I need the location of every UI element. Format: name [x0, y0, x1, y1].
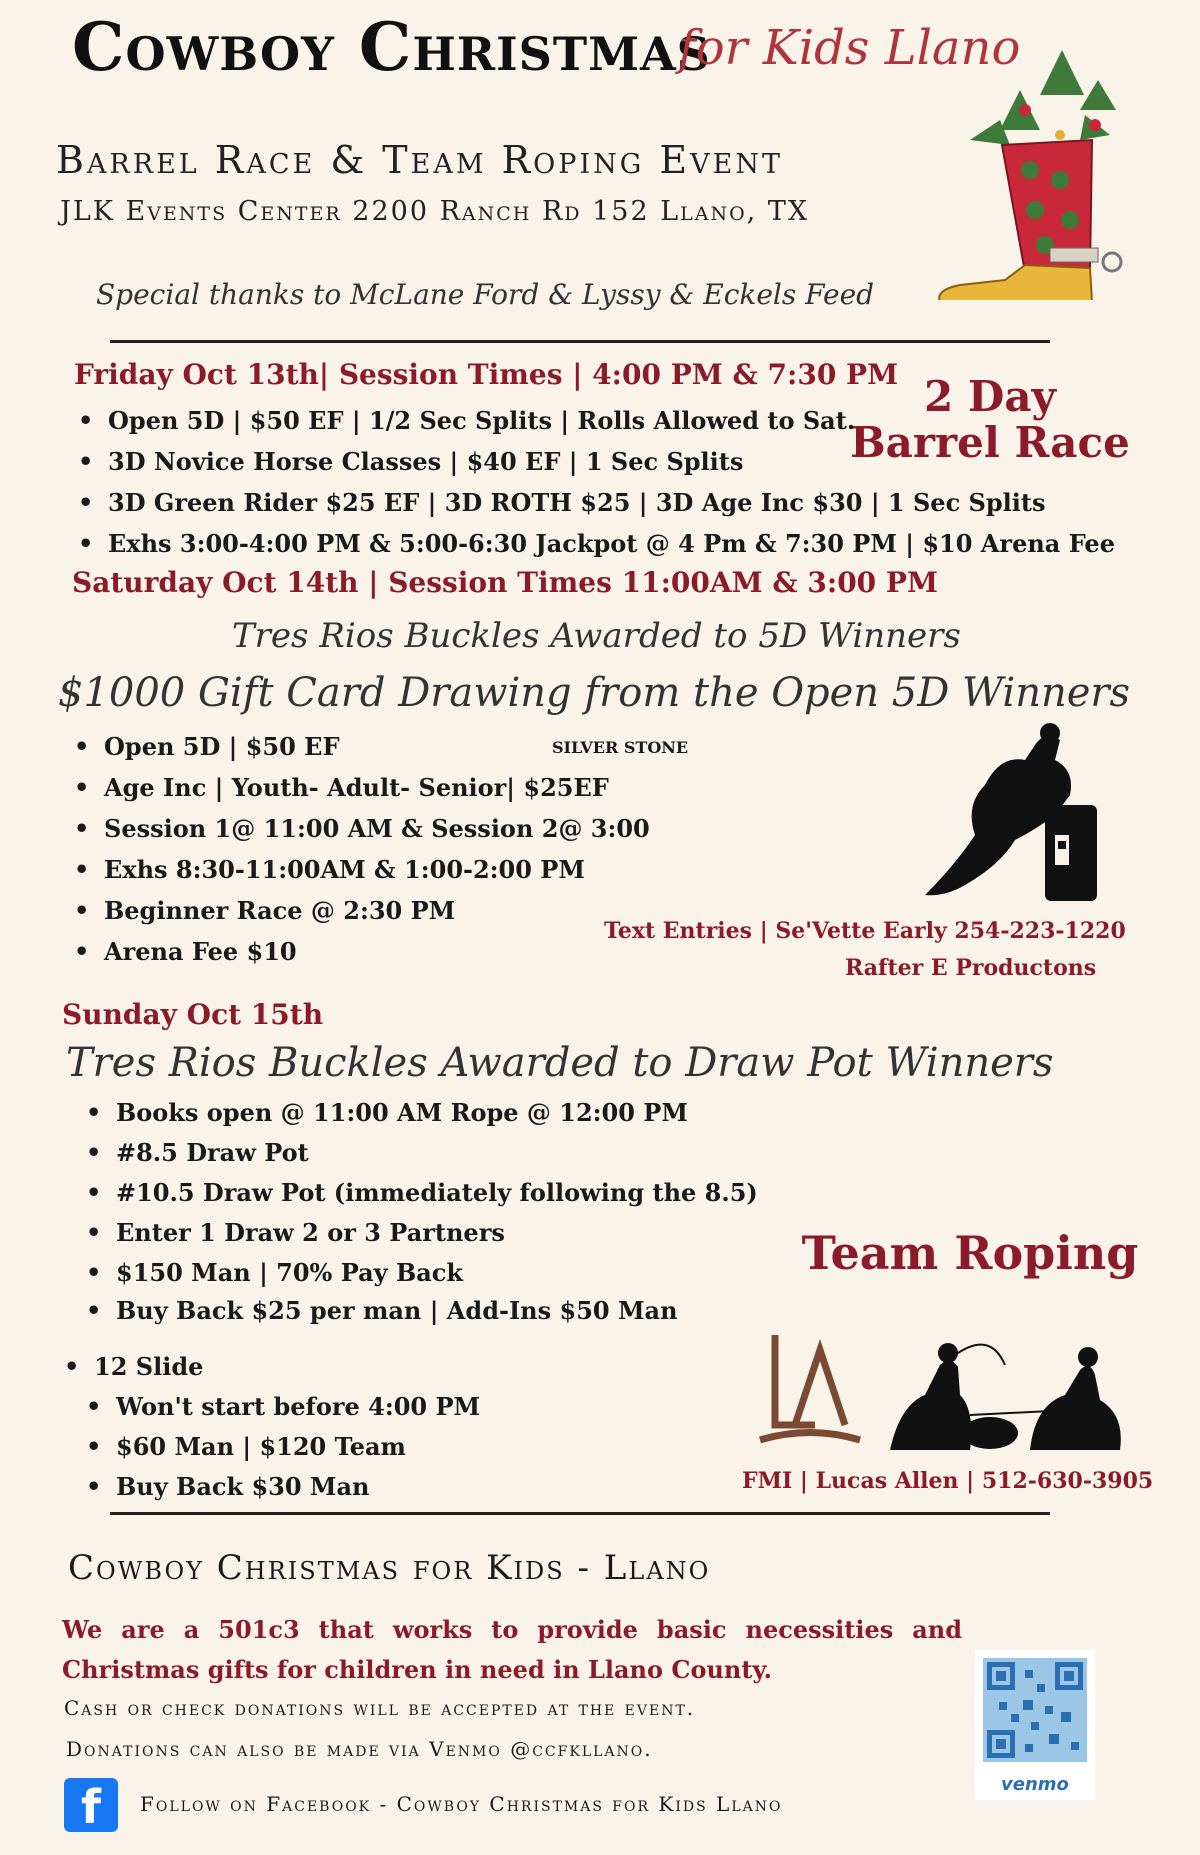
qr-code-icon — [975, 1650, 1095, 1770]
list-item: • Arena Fee $10 — [74, 937, 297, 966]
saturday-heading: Saturday Oct 14th | Session Times 11:00AM & 3:00 PM — [72, 566, 938, 599]
list-item: • Age Inc | Youth- Adult- Senior| $25EF — [74, 773, 609, 802]
badge-line-2: Barrel Race — [850, 418, 1130, 467]
team-roping-icon — [880, 1325, 1140, 1455]
facebook-follow: Follow on Facebook - Cowboy Christmas for Kids Llano — [140, 1792, 783, 1816]
title-script: for Kids Llano — [678, 20, 1021, 76]
list-item: • Exhs 8:30-11:00AM & 1:00-2:00 PM — [74, 855, 585, 884]
list-item: • Exhs 3:00-4:00 PM & 5:00-6:30 Jackpot @ 4 Pm & 7:30 PM | $10 Arena Fee — [78, 529, 1115, 558]
divider — [110, 340, 1050, 343]
sponsor-logo: SILVER STONE — [552, 738, 689, 757]
list-item: • Buy Back $30 Man — [86, 1472, 370, 1501]
barrel-race-badge — [850, 374, 1130, 466]
donation-note: Cash or check donations will be accepted at the event. — [64, 1696, 696, 1720]
list-item: • 3D Green Rider $25 EF | 3D ROTH $25 | 3D Age Inc $30 | 1 Sec Splits — [78, 488, 1046, 517]
roping-contact: FMI | Lucas Allen | 512-630-3905 — [742, 1468, 1154, 1494]
list-item: • $60 Man | $120 Team — [86, 1432, 406, 1461]
team-roping-badge: Team Roping — [801, 1226, 1139, 1280]
badge-line-1: 2 Day — [924, 372, 1056, 421]
list-item: • #10.5 Draw Pot (immediately following the 8.5) — [86, 1178, 758, 1207]
list-item: • Enter 1 Draw 2 or 3 Partners — [86, 1218, 505, 1247]
list-item: • Books open @ 11:00 AM Rope @ 12:00 PM — [86, 1098, 688, 1127]
list-item: • Beginner Race @ 2:30 PM — [74, 896, 455, 925]
producer: Rafter E Productons — [845, 955, 1097, 981]
sunday-heading: Sunday Oct 15th — [62, 998, 324, 1031]
list-item: • #8.5 Draw Pot — [86, 1138, 309, 1167]
list-item: • Won't start before 4:00 PM — [86, 1392, 480, 1421]
draw-pot-script: Tres Rios Buckles Awarded to Draw Pot Winners — [66, 1040, 1054, 1086]
list-item: • 3D Novice Horse Classes | $40 EF | 1 Sec Splits — [78, 447, 743, 476]
list-item: • Open 5D | $50 EF | 1/2 Sec Splits | Rolls Allowed to Sat. — [78, 406, 855, 435]
slide-heading: • 12 Slide — [64, 1352, 203, 1381]
friday-heading: Friday Oct 13th| Session Times | 4:00 PM & 7:30 PM — [74, 358, 899, 391]
list-item: • Buy Back $25 per man | Add-Ins $50 Man — [86, 1296, 678, 1325]
venmo-note: Donations can also be made via Venmo @ccfkllano. — [66, 1737, 653, 1761]
org-name: Cowboy Christmas for Kids - Llano — [68, 1548, 711, 1588]
divider — [110, 1512, 1050, 1515]
mission-statement: We are a 501c3 that works to provide basic necessities and Christmas gifts for children in need in Llano County. — [62, 1615, 962, 1684]
la-brand-logo — [755, 1330, 865, 1450]
facebook-icon[interactable]: f — [64, 1778, 118, 1832]
venmo-label: venmo — [1001, 1774, 1069, 1795]
page-title: Cowboy Christmas — [72, 8, 711, 86]
event-location: JLK Events Center 2200 Ranch Rd 152 Llano, TX — [60, 196, 810, 227]
venmo-qr-code[interactable] — [975, 1650, 1095, 1800]
sponsor-thanks: Special thanks to McLane Ford & Lyssy & Eckels Feed — [96, 278, 875, 311]
gift-card-script: $1000 Gift Card Drawing from the Open 5D Winners — [58, 670, 1131, 716]
christmas-boot-icon — [930, 40, 1140, 300]
event-subtitle: Barrel Race & Team Roping Event — [56, 138, 783, 182]
list-item: • $150 Man | 70% Pay Back — [86, 1258, 463, 1287]
list-item: • Open 5D | $50 EF — [74, 732, 340, 761]
barrel-racer-icon — [905, 715, 1105, 905]
buckles-script: Tres Rios Buckles Awarded to 5D Winners — [232, 616, 961, 656]
entries-contact: Text Entries | Se'Vette Early 254-223-1220 — [604, 918, 1126, 944]
list-item: • Session 1@ 11:00 AM & Session 2@ 3:00 — [74, 814, 650, 843]
